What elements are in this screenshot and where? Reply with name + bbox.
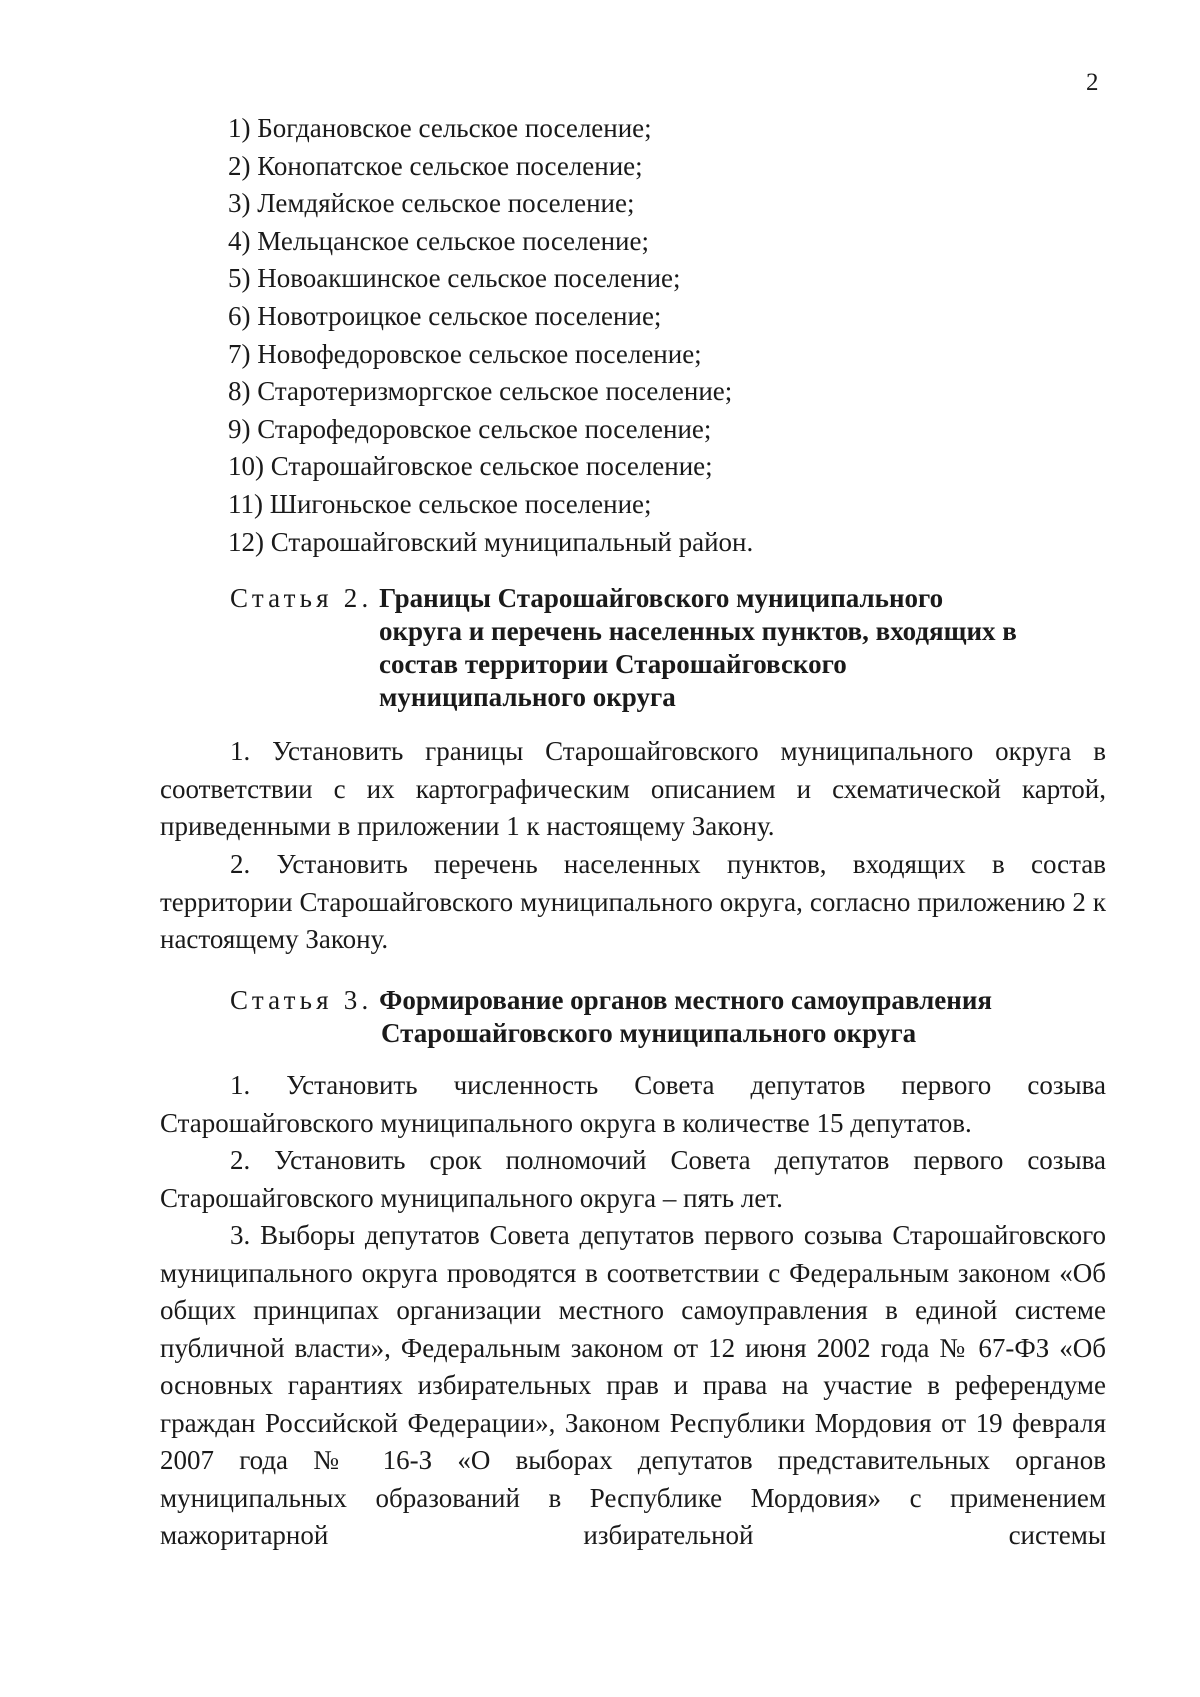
article-3-paragraph-1: 1. Установить численность Совета депутатов первого созыва Старошайговского муниципального округа в количестве 15 депутатов. bbox=[160, 1070, 1106, 1138]
article-2-title-line-4: муниципального округа bbox=[379, 682, 676, 712]
article-3-title-line-1: Формирование органов местного самоуправления bbox=[379, 985, 992, 1015]
list-item: 8) Старотеризморгское сельское поселение; bbox=[228, 376, 733, 407]
list-item: 3) Лемдяйское сельское поселение; bbox=[228, 188, 635, 219]
article-3-prefix: Статья 3. bbox=[230, 985, 373, 1015]
article-3-heading bbox=[230, 984, 1130, 1017]
article-2-prefix: Статья 2. bbox=[230, 583, 373, 613]
page-number: 2 bbox=[1086, 69, 1099, 96]
article-2-heading bbox=[230, 582, 1130, 615]
article-3-paragraph-3: 3. Выборы депутатов Совета депутатов первого созыва Старошайговского муниципального округа проводятся в соответствии с Федеральным законом «Об общих принципах организации местного самоуправления в единой системе публичной власти», Федеральным законом от 12 июня 2002 года № 67-ФЗ «Об основных гарантиях избирательных прав и права на участие в референдуме граждан Российской Федерации», Законом Республики Мордовия от 19 февраля 2007 года № 16-З «О выборах депутатов представительных органов муниципальных образований в Республике Мордовия» с применением мажоритарной избирательной системы bbox=[160, 1220, 1106, 1550]
list-item: 11) Шигоньское сельское поселение; bbox=[228, 488, 652, 519]
list-item: 4) Мельцанское сельское поселение; bbox=[228, 225, 649, 256]
list-item: 5) Новоакшинское сельское поселение; bbox=[228, 263, 681, 294]
list-item: 10) Старошайговское сельское поселение; bbox=[228, 451, 713, 482]
list-item: 2) Конопатское сельское поселение; bbox=[228, 150, 643, 181]
article-3-title-line-2: Старошайговского муниципального округа bbox=[381, 1018, 917, 1048]
article-2-paragraph-2: 2. Установить перечень населенных пунктов, входящих в состав территории Старошайговского муниципального округа, согласно приложению 2 к настоящему Закону. bbox=[160, 849, 1106, 954]
article-2-title-line-3: состав территории Старошайговского bbox=[379, 649, 847, 679]
list-item: 9) Старофедоровское сельское поселение; bbox=[228, 413, 712, 444]
list-item: 12) Старошайговский муниципальный район. bbox=[228, 526, 754, 557]
settlements-list bbox=[228, 110, 1108, 561]
article-3-paragraph-2: 2. Установить срок полномочий Совета депутатов первого созыва Старошайговского муниципального округа – пять лет. bbox=[160, 1145, 1106, 1213]
article-2-paragraph-1: 1. Установить границы Старошайговского муниципального округа в соответствии с их картографическим описанием и схематической картой, приведенными в приложении 1 к настоящему Закону. bbox=[160, 736, 1106, 841]
list-item: 1) Богдановское сельское поселение; bbox=[228, 113, 652, 143]
list-item: 6) Новотроицкое сельское поселение; bbox=[228, 300, 662, 331]
list-item: 7) Новофедоровское сельское поселение; bbox=[228, 338, 702, 369]
article-2-title-line-2: округа и перечень населенных пунктов, входящих в bbox=[379, 616, 1017, 646]
article-2-title-line-1: Границы Старошайговского муниципального bbox=[379, 583, 944, 613]
